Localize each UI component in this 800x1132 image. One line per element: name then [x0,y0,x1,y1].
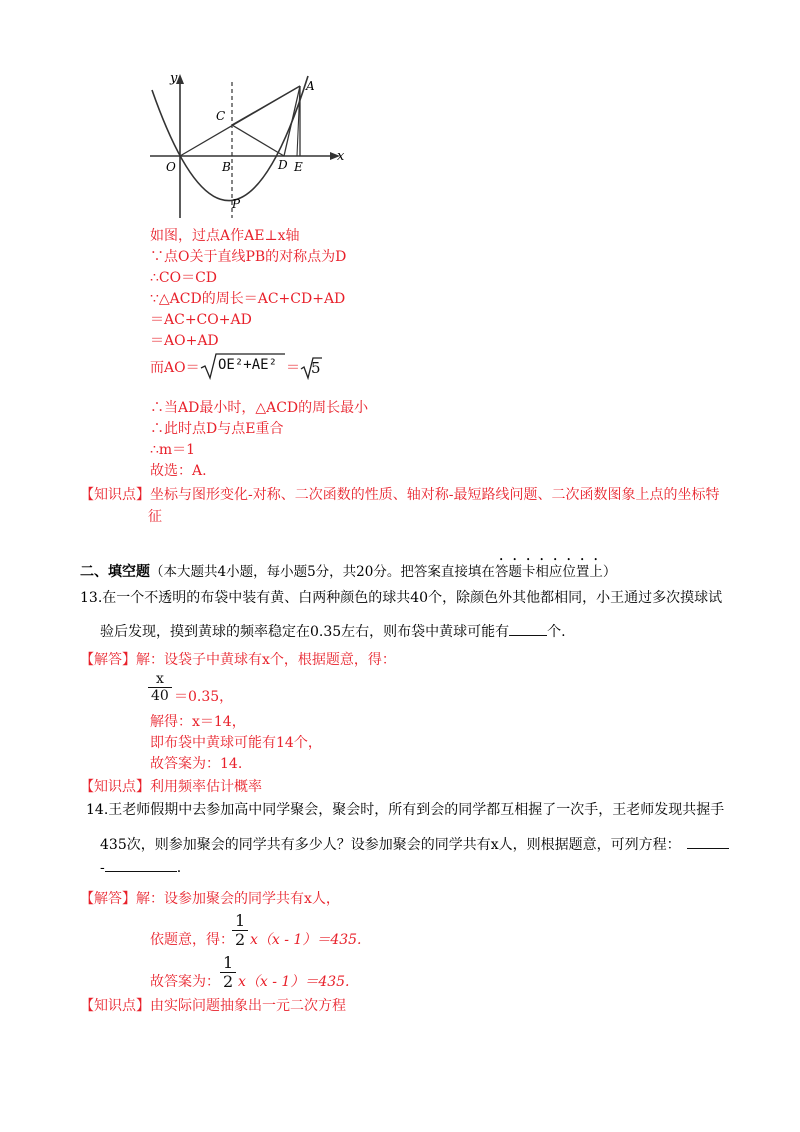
section-desc: （本大题共4小题，每小题5分，共20分。把答案直接填在 [150,564,495,580]
knowledge-point-2 [80,776,262,798]
solution-line-10: 故选：A. [150,463,207,479]
q14-frac-1 [232,912,248,949]
label-O: O [166,160,176,174]
q14-blank-1 [687,848,729,849]
label-P: P [232,197,241,211]
answer-intro: 解：设参加聚会的同学共有x人， [136,891,340,907]
q13-final: 故答案为：14. [150,756,243,772]
q13-line2-end: 个. [547,624,566,640]
knowledge-text: 坐标与图形变化-对称、二次函数的性质、轴对称-最短路线问题、二次函数图象上点的坐标特 [150,487,720,503]
knowledge-tag: 【知识点】 [80,487,150,503]
ao-result: 5 [311,359,321,377]
knowledge-text: 利用频率估计概率 [150,779,262,795]
q14-line3-end: . [176,860,182,876]
q14-step2: 故答案为： [150,974,220,990]
label-D: D [278,158,288,172]
section-title: 二、填空题 [80,564,150,580]
answer-tag: 【解答】 [80,652,136,668]
q13-line2 [100,621,566,641]
q14-step1: 依题意，得： [150,932,234,948]
ao-line [150,358,200,378]
solution-line-2: ∵点O关于直线PB的对称点为D [150,249,347,265]
q14-frac1-den: 2 [235,930,246,949]
q13-possible: 即布袋中黄球可能有14个， [150,735,322,751]
knowledge-point-3 [80,995,346,1017]
section-heading [80,556,616,581]
ao-radicand: OE²+AE² [218,357,278,373]
q14-step2-expr: x（x - 1）＝435. [238,974,350,990]
parabola-graph [140,68,360,220]
q13-line2-text: 验后发现，摸到黄球的频率稳定在0.35左右，则布袋中黄球可能有 [100,624,510,640]
q14-frac2-den: 2 [223,972,234,991]
q13-solve: 解得：x＝14， [150,714,246,730]
knowledge-tag: 【知识点】 [80,779,150,795]
label-B: B [222,160,231,174]
q14-frac-2 [220,954,236,991]
q13-blank [509,635,547,636]
solution-line-9: ∴m＝1 [150,442,196,458]
label-E: E [294,160,303,174]
answer-tag: 【解答】 [80,891,136,907]
ao-eq: ＝ [286,360,300,376]
q13-fraction [148,671,172,704]
q14-line3 [100,860,181,876]
q14-line1: 14.王老师假期中去参加高中同学聚会，聚会时，所有到会的同学都互相握了一次手，王老师发现共握手 [86,802,725,818]
q13-line1: 13.在一个不透明的布袋中装有黄、白两种颜色的球共40个，除颜色外其他都相同，小王通过多次摸球试 [80,590,723,606]
label-C: C [216,109,226,123]
knowledge-text: 由实际问题抽象出一元二次方程 [150,998,346,1014]
label-x: x [337,149,345,164]
solution-line-6: ＝AO+AD [150,333,219,349]
q13-answer [80,649,396,671]
answer-intro: 解：设袋子中黄球有x个，根据题意，得： [136,652,396,668]
solution-line-1: 如图，过点A作AE⊥x轴 [150,228,300,244]
q14-step1-expr: x（x - 1）＝435. [250,932,362,948]
section-desc-emphasis: 答题卡相应位置上 [494,564,603,580]
ao-prefix: 而AO＝ [150,360,200,376]
segment-CD [232,125,284,156]
knowledge-point-1-cont: 征 [148,509,162,525]
label-y: y [170,71,178,86]
solution-line-8: ∴此时点D与点E重合 [150,421,284,437]
q14-answer [80,888,340,910]
q13-frac-eq: ＝0.35， [174,689,234,705]
section-desc-end: ） [602,564,617,580]
q14-blank-2 [105,871,177,872]
solution-line-3: ∴CO＝CD [150,270,218,286]
solution-line-5: ＝AC+CO+AD [150,312,252,328]
q13-frac-den: 40 [151,688,169,704]
q14-frac1-num: 1 [232,912,248,931]
solution-line-7: ∴当AD最小时，△ACD的周长最小 [150,400,369,416]
knowledge-tag: 【知识点】 [80,998,150,1014]
q13-frac-num: x [148,671,172,688]
q14-frac2-num: 1 [220,954,236,973]
q14-line2 [100,834,729,854]
label-A: A [306,79,315,93]
q14-dash: - [100,860,105,876]
segment-CA [232,86,300,125]
q14-line2-text: 435次，则参加聚会的同学共有多少人？设参加聚会的同学共有x人，则根据题意，可列方程： [100,837,681,853]
solution-line-4: ∵△ACD的周长＝AC+CD+AD [150,291,346,307]
knowledge-point-1 [80,484,719,506]
